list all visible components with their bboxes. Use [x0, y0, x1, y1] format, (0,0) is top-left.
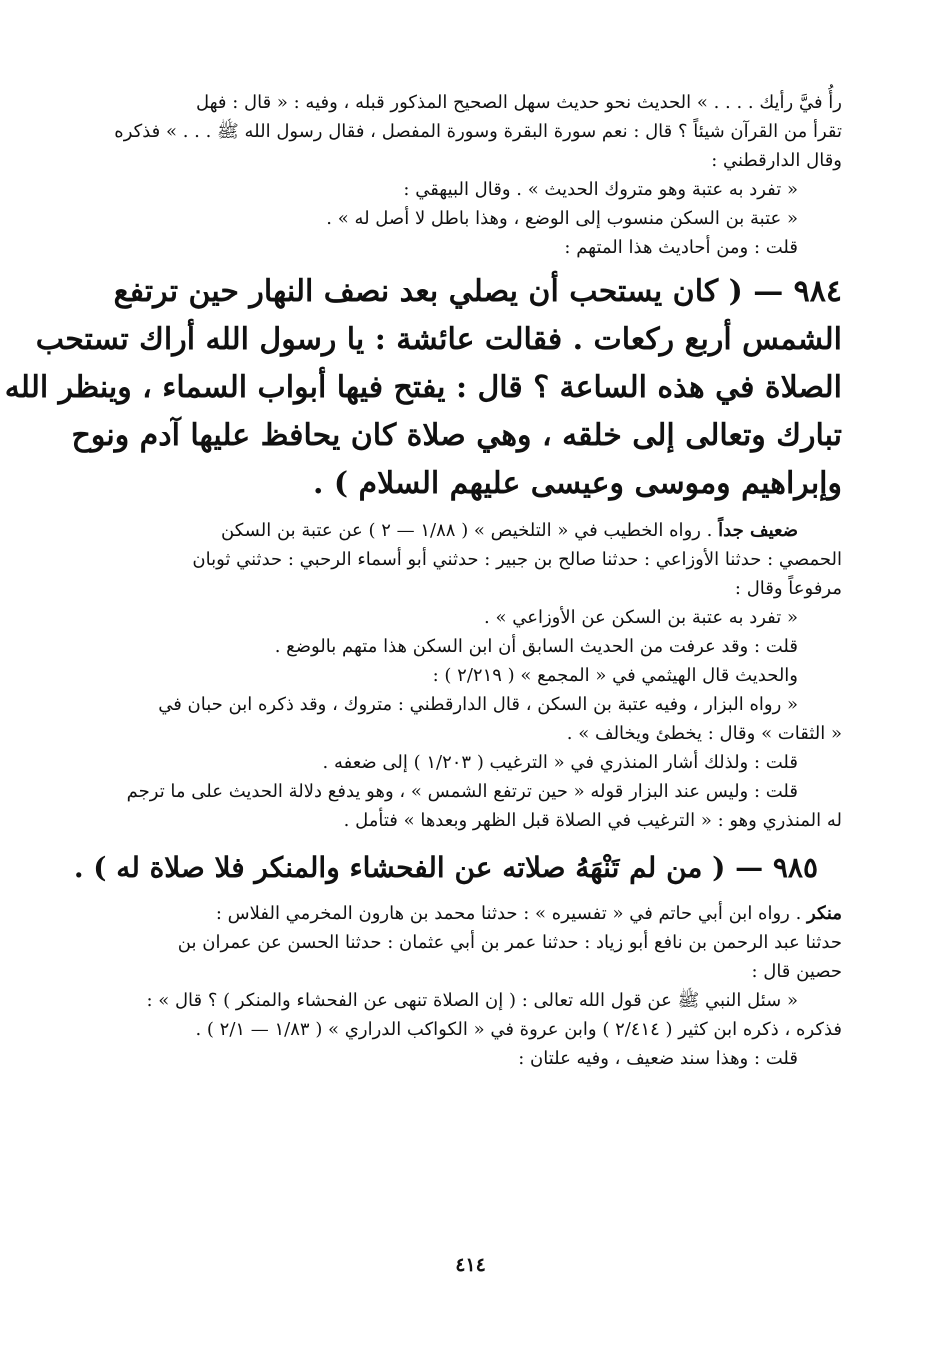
text-line: الحمصي : حدثنا الأوزاعي : حدثنا صالح بن جبير : حدثني أبو أسماء الرحبي : حدثني ثوبان	[192, 549, 842, 570]
hadith-984	[4, 268, 842, 508]
quote-line: « تفرد به عتبة بن السكن عن الأوزاعي » .	[484, 607, 798, 628]
text-line: حصين قال :	[751, 961, 842, 982]
hadith-line: وإبراهيم وموسى وعيسى عليهم السلام ) .	[313, 466, 842, 501]
quote-line: « سئل النبي ﷺ عن قول الله تعالى : ( إن الصلاة تنهى عن الفحشاء والمنكر ) ؟ قال » :	[146, 990, 798, 1011]
text-line: قلت : وليس عند البزار قوله « حين ترتفع الشمس » ، وهو يدفع دلالة الحديث على ما ترجم	[126, 781, 798, 802]
hadith-line: الشمس أربع ركعات . فقالت عائشة : يا رسول الله أراك تستحب	[35, 322, 842, 357]
text-line: له المنذري وهو : « الترغيب في الصلاة قبل الظهر وبعدها » فتأمل .	[343, 810, 842, 831]
page-body	[4, 88, 842, 1073]
quote-line: « الثقات » وقال : يخطئ ويخالف » .	[566, 723, 842, 744]
hadith-985: ٩٨٥ — ( من لم تَنْهَهُ صلاته عن الفحشاء والمنكر فلا صلاة له ) .	[73, 851, 818, 884]
text-line: قلت : وقد عرفت من الحديث السابق أن ابن السكن هذا متهم بالوضع .	[274, 636, 798, 657]
hadith-line: تبارك وتعالى إلى خلقه ، وهي صلاة كان يحافظ عليها آدم ونوح	[71, 418, 842, 453]
text-line: فذكره ، ذكره ابن كثير ( ٢/٤١٤ ) وابن عروة في « الكواكب الدراري » ( ١/٨٣ — ٢/١ ) .	[195, 1019, 842, 1040]
grade-label: ضعيف جداً	[718, 520, 798, 541]
quote-line: « رواه البزار ، وفيه عتبة بن السكن ، قال الدارقطني : متروك ، وقد ذكره ابن حبان في	[158, 694, 798, 715]
text-line: والحديث قال الهيثمي في « المجمع » ( ٢/٢١٩ ) :	[432, 665, 798, 686]
commentary-984	[94, 516, 842, 835]
text-line: وقال الدارقطني :	[711, 150, 842, 171]
quote-line: « عتبة بن السكن منسوب إلى الوضع ، وهذا باطل لا أصل له » .	[326, 208, 798, 229]
page-number: ٤١٤	[455, 1254, 486, 1276]
grade-line	[94, 899, 842, 928]
hadith-line: ٩٨٤ — ( كان يستحب أن يصلي بعد نصف النهار حين ترتفع	[113, 274, 842, 309]
grade-label: منكر	[807, 903, 842, 924]
text-line: قلت : ولذلك أشار المنذري في « الترغيب ( ١/٢٠٣ ) إلى ضعفه .	[322, 752, 798, 773]
hadith-line: الصلاة في هذه الساعة ؟ قال : يفتح فيها أبواب السماء ، وينظر الله	[4, 370, 842, 405]
text-line: رأُ فيَّ رأيك . . . . » الحديث نحو حديث سهل الصحيح المذكور قبله ، وفيه : « قال : فهل	[195, 92, 842, 113]
quote-line: « تفرد به عتبة وهو متروك الحديث » . وقال البيهقي :	[403, 179, 798, 200]
text-line: قلت : وهذا سند ضعيف ، وفيه علتان :	[518, 1048, 798, 1069]
text-line: مرفوعاً وقال :	[734, 578, 842, 599]
commentary-985	[94, 899, 842, 1073]
grade-line	[94, 516, 842, 545]
grade-line-rest: . رواه الخطيب في « التلخيص » ( ١/٨٨ — ٢ ) عن عتبة بن السكن	[221, 520, 713, 541]
text-line: تقرأ من القرآن شيئاً ؟ قال : نعم سورة البقرة وسورة المفصل ، فقال رسول الله ﷺ . . . » فذكره	[114, 121, 842, 142]
grade-line-rest: . رواه ابن أبي حاتم في « تفسيره » : حدثنا محمد بن هارون المخرمي الفلاس :	[215, 903, 802, 924]
text-line: قلت : ومن أحاديث هذا المتهم :	[564, 237, 798, 258]
text-line: حدثنا عبد الرحمن بن نافع أبو زياد : حدثنا عمر بن أبي عثمان : حدثنا الحسن عن عمران بن	[177, 932, 842, 953]
